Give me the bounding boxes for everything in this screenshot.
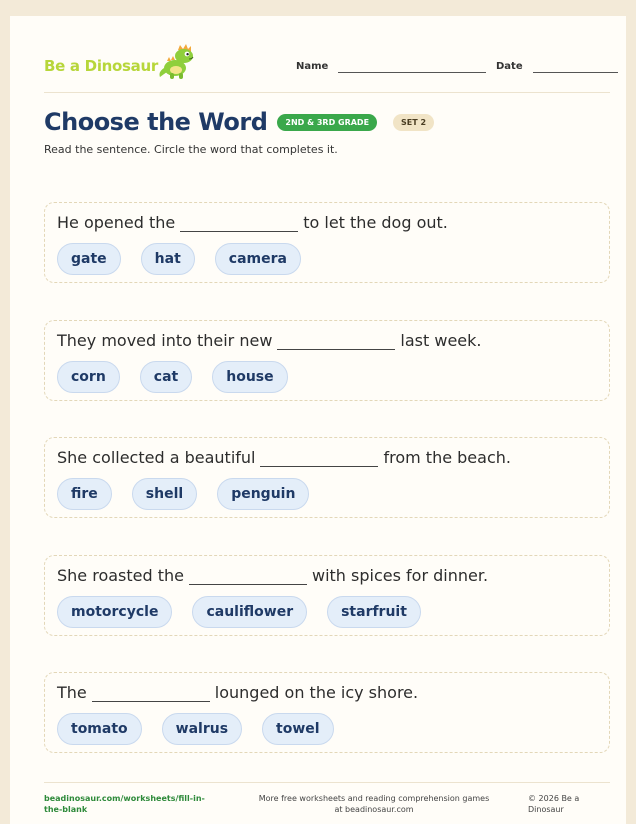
choice-list	[57, 478, 329, 510]
question-card-1	[44, 202, 610, 283]
sentence-before: The	[57, 683, 87, 702]
choice-chip[interactable]: tomato	[57, 713, 142, 745]
choice-chip[interactable]: cat	[140, 361, 192, 393]
sentence-after: lounged on the icy shore.	[214, 683, 419, 702]
dinosaur-icon	[158, 44, 198, 80]
question-card-2	[44, 320, 610, 401]
choice-list	[57, 361, 308, 393]
sentence-after: with spices for dinner.	[312, 566, 489, 585]
choice-chip[interactable]: starfruit	[327, 596, 421, 628]
sentence	[57, 683, 418, 702]
question-card-4	[44, 555, 610, 636]
worksheet-footer	[44, 782, 610, 814]
choice-chip[interactable]: corn	[57, 361, 120, 393]
sentence-before: She collected a beautiful	[57, 448, 256, 467]
sentence	[57, 566, 488, 585]
footer-url-link[interactable]: beadinosaur.com/worksheets/fill-in-the-blank	[44, 794, 205, 814]
choice-chip[interactable]: hat	[141, 243, 195, 275]
answer-blank	[92, 687, 210, 702]
answer-blank	[260, 452, 378, 467]
question-card-5	[44, 672, 610, 753]
choice-list	[57, 243, 321, 275]
grade-badge: 2ND & 3RD GRADE	[277, 114, 377, 131]
choice-chip[interactable]: house	[212, 361, 287, 393]
date-line[interactable]	[533, 60, 618, 73]
choice-chip[interactable]: fire	[57, 478, 112, 510]
choice-chip[interactable]: camera	[215, 243, 301, 275]
sentence	[57, 331, 482, 350]
sentence-before: She roasted the	[57, 566, 184, 585]
answer-blank	[189, 570, 307, 585]
worksheet-page	[10, 16, 626, 824]
date-field[interactable]	[496, 60, 618, 73]
date-label: Date	[496, 61, 523, 72]
choice-list	[57, 713, 354, 745]
choice-chip[interactable]: shell	[132, 478, 197, 510]
title-row	[44, 108, 434, 136]
set-badge: SET 2	[393, 114, 434, 131]
sentence-after: to let the dog out.	[303, 213, 448, 232]
question-card-3	[44, 437, 610, 518]
choice-chip[interactable]: penguin	[217, 478, 309, 510]
name-field[interactable]	[296, 60, 486, 73]
choice-chip[interactable]: cauliflower	[192, 596, 307, 628]
sentence	[57, 213, 448, 232]
choice-chip[interactable]: walrus	[162, 713, 242, 745]
sentence-after: from the beach.	[383, 448, 511, 467]
footer-copyright: © 2026 Be a Dinosaur	[528, 794, 580, 814]
name-label: Name	[296, 61, 329, 72]
choice-chip[interactable]: towel	[262, 713, 334, 745]
choice-chip[interactable]: gate	[57, 243, 121, 275]
choice-chip[interactable]: motorcycle	[57, 596, 172, 628]
name-line[interactable]	[338, 60, 486, 73]
answer-blank	[180, 217, 298, 232]
page-title: Choose the Word	[44, 108, 268, 136]
answer-blank	[277, 335, 395, 350]
sentence-after: last week.	[400, 331, 482, 350]
brand-logo[interactable]	[44, 46, 198, 86]
instructions: Read the sentence. Circle the word that completes it.	[44, 143, 338, 156]
worksheet-header	[44, 46, 610, 93]
choice-list	[57, 596, 441, 628]
logo-text: Be a Dinosaur	[44, 57, 158, 75]
footer-promo-text: More free worksheets and reading comprehension games at beadinosaur.com	[258, 794, 490, 814]
sentence	[57, 448, 511, 467]
sentence-before: He opened the	[57, 213, 176, 232]
sentence-before: They moved into their new	[57, 331, 273, 350]
